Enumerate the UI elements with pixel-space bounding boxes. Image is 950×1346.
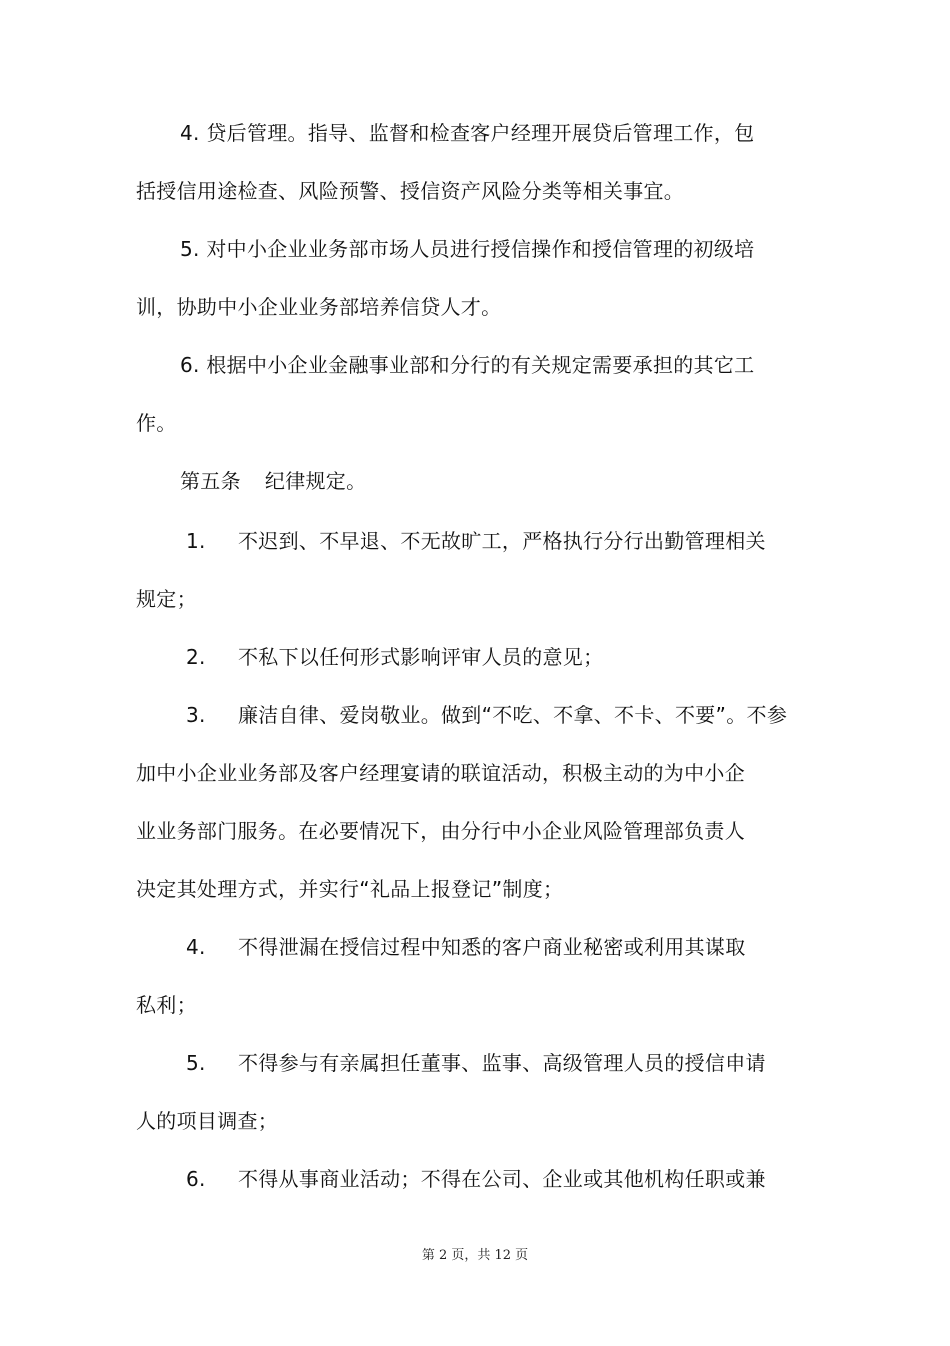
page-footer — [0, 1247, 950, 1265]
paragraph-line: 规定； — [136, 587, 197, 611]
list-item — [186, 933, 746, 961]
paragraph-line: 括授信用途检查、风险预警、授信资产风险分类等相关事宜。 — [136, 179, 685, 203]
list-number: 4. — [186, 935, 206, 959]
paragraph-line: 决定其处理方式，并实行“礼品上报登记”制度； — [136, 877, 564, 901]
paragraph-line: 训，协助中小企业业务部培养信贷人才。 — [136, 295, 502, 319]
list-number: 5. — [186, 1051, 206, 1075]
paragraph-line: 私利； — [136, 993, 197, 1017]
list-number: 1. — [186, 529, 206, 553]
list-text: 不得泄漏在授信过程中知悉的客户商业秘密或利用其谋取 — [238, 935, 746, 959]
paragraph-line: 人的项目调查； — [136, 1109, 279, 1133]
list-number: 2. — [186, 645, 206, 669]
list-text: 不得参与有亲属担任董事、监事、高级管理人员的授信申请 — [238, 1051, 766, 1075]
paragraph-line: 5. 对中小企业业务部市场人员进行授信操作和授信管理的初级培 — [180, 237, 755, 261]
list-number: 3. — [186, 703, 206, 727]
list-item — [186, 1165, 766, 1193]
list-text: 廉洁自律、爱岗敬业。做到“不吃、不拿、不卡、不要”。不参 — [238, 703, 788, 727]
article-number: 第五条 — [180, 469, 241, 493]
paragraph-line: 作。 — [136, 411, 177, 435]
list-item — [186, 701, 787, 729]
paragraph-line: 业业务部门服务。在必要情况下，由分行中小企业风险管理部负责人 — [136, 819, 745, 843]
list-item — [186, 1049, 766, 1077]
article-title: 纪律规定。 — [264, 469, 367, 493]
page-indicator: 第 2 页，共 12 页 — [421, 1248, 529, 1263]
list-number: 6. — [186, 1167, 206, 1191]
list-text: 不私下以任何形式影响评审人员的意见； — [238, 645, 604, 669]
paragraph-line: 6. 根据中小企业金融事业部和分行的有关规定需要承担的其它工 — [180, 353, 755, 377]
paragraph-line: 4. 贷后管理。指导、监督和检查客户经理开展贷后管理工作，包 — [180, 121, 755, 145]
paragraph-line: 加中小企业业务部及客户经理宴请的联谊活动，积极主动的为中小企 — [136, 761, 745, 785]
list-item — [186, 527, 766, 555]
list-text: 不得从事商业活动；不得在公司、企业或其他机构任职或兼 — [238, 1167, 766, 1191]
list-item — [186, 643, 603, 671]
article-heading — [180, 467, 366, 495]
list-text: 不迟到、不早退、不无故旷工，严格执行分行出勤管理相关 — [238, 529, 766, 553]
